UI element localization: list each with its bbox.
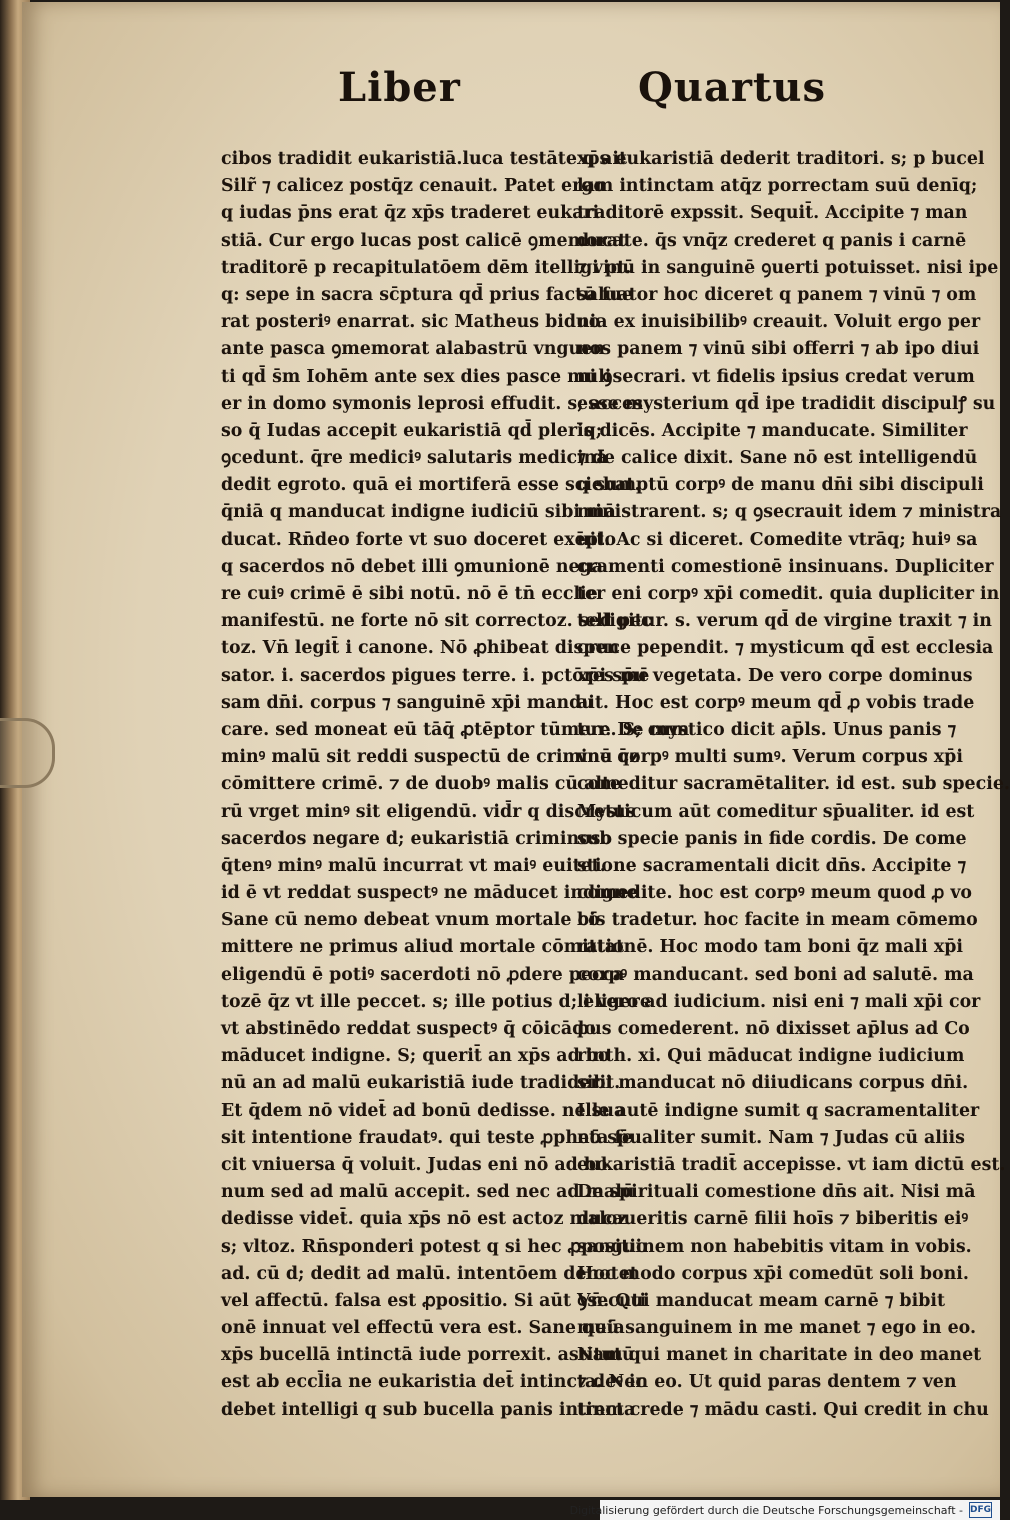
text-line: ducaueritis carnē filii hoīs ⁊ biberitis eiꝰ xyxy=(577,1209,969,1230)
text-line: sibi manducat nō diiudicans corpus dn̄i. xyxy=(577,1073,969,1094)
text-line: corpꝰ manducant. sed boni ad salutē. ma xyxy=(577,964,974,985)
text-line: xp̄s eukaristiā dederit traditori. s; p bucel xyxy=(577,149,985,169)
text-line: ⁊ vinū in sanguinē ꝯuerti potuisset. nisi ipe xyxy=(577,257,999,278)
text-line: Vn̄. Qui manducat meam carnē ⁊ bibit xyxy=(577,1290,945,1311)
text-line: meū sanguinem in me manet ⁊ ego in eo. xyxy=(577,1318,977,1339)
text-line: sub specie panis in fide cordis. De come xyxy=(577,828,967,849)
text-line: ait. Hoc est corpꝰ meum qd̄ ꝓ vobis trade xyxy=(577,692,975,713)
text-line: toz. Vn̄ legit̄ i canone. Nō ꝓhibeat dispen xyxy=(221,638,620,659)
text-line: ni ꝯsecrari. vt fidelis ipsius credat verum xyxy=(577,366,975,387)
text-line: cit vniuersa q̄ voluit. Judas eni nō ad bo xyxy=(221,1154,608,1175)
text-line: trem crede ⁊ mādu casti. Qui credit in chu xyxy=(577,1399,989,1420)
text-line: nia ex inuisibilibꝰ creauit. Voluit ergo per xyxy=(577,312,981,333)
text-line: er in domo symonis leprosi effudit. s; acces xyxy=(221,393,643,414)
text-line: ter eni corpꝰ xp̄i comedit. quia dupliciter in xyxy=(577,584,1000,604)
text-line: Hoc modo corpus xp̄i comedūt soli boni. xyxy=(577,1263,969,1284)
text-line: ministrarent. s; q ꝯsecrauit idem ⁊ ministra xyxy=(577,502,1002,523)
text-line: ⁊ deꝰ in eo. Ut quid paras dentem ⁊ ven xyxy=(577,1372,957,1393)
text-line: is dicēs. Accipite ⁊ manducate. Similiter xyxy=(577,420,968,441)
text-line: q sacerdos nō debet illi ꝯmunionē nega xyxy=(221,556,604,577)
text-line: q sumptū corpꝰ de manu dn̄i sibi discipuli xyxy=(577,475,984,496)
text-line: eukaristiā tradit̄ accepisse. vt iam dictū est. xyxy=(577,1154,1006,1175)
text-line: traditorē p recapitulatōem dēm itelligi pt. xyxy=(221,257,632,278)
text-line: dedisse videt̄. quia xp̄s nō est actoz maloz xyxy=(221,1209,628,1230)
text-line: Mysticum aūt comeditur sp̄ualiter. id est xyxy=(577,801,975,822)
text-line: rat posteriꝰ enarrat. sic Matheus biduo xyxy=(221,312,601,333)
text-line: Silr̃ ⁊ calicez postq̄z cenauit. Patet ergo xyxy=(221,176,606,197)
running-head xyxy=(0,64,1000,116)
text-line: xp̄i sp̄u vegetata. De vero corpe dominus xyxy=(577,665,973,686)
text-line: cibos tradidit eukaristiā.luca testāte q ait xyxy=(221,149,628,169)
text-line: rū vrget minꝰ sit eligendū. vid̄r q discretus xyxy=(221,801,636,822)
text-line: De spirituali comestione dn̄s ait. Nisi mā xyxy=(577,1182,976,1203)
text-line: telligitur. s. verum qd̄ de virgine traxit ⁊ in xyxy=(577,611,992,632)
text-line: dedit egroto. quā ei mortiferā esse sciebat. xyxy=(221,475,641,496)
text-line: saluator hoc diceret q panem ⁊ vinū ⁊ om xyxy=(577,284,977,305)
text-line: minꝰ malū sit reddi suspectū de crimine q̄z xyxy=(221,747,640,768)
text-line: vt abstinēdo reddat suspectꝰ q̄ cōicādo xyxy=(221,1019,596,1039)
text-line: cōmittere crimē. ⁊ de duobꝰ malis cū alte xyxy=(221,774,622,795)
text-line: li vero ad iudicium. nisi eni ⁊ mali xp̄i cor xyxy=(577,991,981,1012)
text-line: lam intinctam atq̄z porrectam suū denīq; xyxy=(577,176,978,197)
text-line: stione sacramentali dicit dn̄s. Accipite ⁊ xyxy=(577,855,967,876)
text-line: tozē q̄z vt ille peccet. s; ille potius d; eligere xyxy=(221,991,651,1012)
footer-credit-text: Digitalisierung gefördert durch die Deutsche Forschungsgemeinschaft - xyxy=(569,1503,963,1517)
text-line: ducate. q̄s vnq̄z crederet q panis i carnē xyxy=(577,230,967,251)
dfg-logo: DFG xyxy=(969,1502,992,1518)
text-line: cramenti comestionē insinuans. Dupliciter xyxy=(577,556,994,577)
text-line: onē innuat vel effectū vera est. Sane quia xyxy=(221,1318,625,1339)
text-line: eligendū ē potiꝰ sacerdoti nō ꝓdere pecca xyxy=(221,964,625,985)
text-line: rinth. xi. Qui māducat indigne iudicium xyxy=(577,1046,965,1067)
text-line: ti qd̄ s̄m Iohēm ante sex dies pasce muli xyxy=(221,366,612,387)
text-line: vel affectū. falsa est ꝓpositio. Si aūt ꝯsecuti xyxy=(221,1290,647,1311)
book-clasp xyxy=(0,718,55,788)
text-line: so q̄ Iudas accepit eukaristiā qd̄ plerīq; xyxy=(221,420,603,441)
text-line: manifestū. ne forte nō sit correctoz. sed pec xyxy=(221,611,652,632)
text-line: sanguinem non habebitis vitam in vobis. xyxy=(577,1236,972,1257)
text-line: Sane cū nemo debeat vnum mortale cō xyxy=(221,910,600,931)
text-line: Nam qui manet in charitate in deo manet xyxy=(577,1345,982,1366)
text-line: re cuiꝰ crimē ē sibi notū. nō ē tn̄ ecclie xyxy=(221,584,598,604)
text-line: bis tradetur. hoc facite in meam cōmemo xyxy=(577,910,978,931)
text-column-left xyxy=(221,146,690,1424)
text-line: xp̄s bucellā intinctā iude porrexit. astitutū xyxy=(221,1345,635,1366)
text-line: ⁊ de calice dixit. Sane nō est intelligendū xyxy=(577,448,978,469)
text-line: sacerdos negare d; eukaristiā criminoso xyxy=(221,828,613,849)
text-line: stiā. Cur ergo lucas post calicē ꝯmemorat xyxy=(221,230,627,251)
text-line: sam dn̄i. corpus ⁊ sanguinē xp̄i mandu xyxy=(221,692,594,713)
text-line: cruce pependit. ⁊ mysticum qd̄ est ecclesia xyxy=(577,638,994,659)
text-line: esse mysterium qd̄ ipe tradidit discipulꝭ su xyxy=(577,393,996,414)
text-line: mittere ne primus aliud mortale cōmittat xyxy=(221,937,625,958)
text-line: pus comederent. nō dixisset ap̄lus ad Co xyxy=(577,1019,970,1039)
text-line: id ē vt reddat suspectꝰ ne māducet indigne xyxy=(221,883,638,904)
text-line: rationē. Hoc modo tam boni q̄z mali xp̄i xyxy=(577,937,963,958)
text-line: q: sepe in sacra sc̄ptura qd̄ prius factū fue xyxy=(221,284,633,305)
text-line: ducat. Rn̄deo forte vt suo doceret exēplo xyxy=(221,529,617,550)
text-line: ante pasca ꝯmemorat alabastrū vnguen xyxy=(221,339,605,360)
text-line: nos panem ⁊ vinū sibi offerri ⁊ ab ipo diui xyxy=(577,339,980,360)
text-line: comedite. hoc est corpꝰ meum quod ꝓ vo xyxy=(577,883,973,904)
text-line: q̄niā q manducat indigne iudiciū sibi mā xyxy=(221,502,616,523)
text-line: est ab eccl̄ia ne eukaristia det̄ intincta. Nec xyxy=(221,1372,646,1393)
text-column-right xyxy=(577,146,1010,1424)
text-line: comeditur sacramētaliter. id est. sub specie. xyxy=(577,774,1010,795)
text-line: care. sed moneat eū tāq̄ ꝓtēptor tūmere. S; cum xyxy=(221,719,690,740)
text-line: num sed ad malū accepit. sed nec ad malū xyxy=(221,1182,635,1203)
running-head-left: Liber xyxy=(338,64,461,111)
text-line: ꝯcedunt. q̄re mediciꝰ salutaris medicinā xyxy=(221,448,608,469)
text-line: ad. cū d; dedit ad malū. intentōem denotet xyxy=(221,1263,638,1284)
text-line: sator. i. sacerdos pigues terre. i. pctōres mē xyxy=(221,665,650,686)
text-line: Ille autē indigne sumit q sacramentaliter xyxy=(577,1100,980,1121)
text-line: nō sp̄ualiter sumit. Nam ⁊ Judas cū aliis xyxy=(577,1127,965,1148)
text-line: s; vltoz. Rn̄sponderi potest q si hec ꝓpositio xyxy=(221,1236,648,1257)
running-head-right: Quartus xyxy=(638,64,826,111)
text-line: q iudas p̄ns erat q̄z xp̄s traderet eukari xyxy=(221,203,600,224)
text-line: nū an ad malū eukaristiā iude tradiderit. xyxy=(221,1073,621,1094)
text-line: vnū corpꝰ multi sumꝰ. Verum corpus xp̄i xyxy=(577,747,963,768)
text-line: sit intentione fraudatꝰ. qui teste ꝓpheta fe xyxy=(221,1127,633,1148)
text-line: debet intelligi q sub bucella panis intincta xyxy=(221,1399,636,1420)
text-line: q̄tenꝰ minꝰ malū incurrat vt maiꝰ euitet. xyxy=(221,855,606,876)
text-line: traditorē expssit. Sequit̄. Accipite ⁊ man xyxy=(577,203,968,224)
text-line: māducet indigne. S; querit̄ an xp̄s ad bo xyxy=(221,1046,610,1067)
digitization-footer xyxy=(569,1500,1000,1520)
text-line: tur. De mystico dicit ap̄ls. Unus panis ⁊ xyxy=(577,719,957,740)
text-line: Et q̄dem nō videt̄ ad bonū dedisse. ne sua xyxy=(221,1100,626,1121)
text-line: uit. Ac si diceret. Comedite vtrāq; huiꝰ sa xyxy=(577,529,978,550)
